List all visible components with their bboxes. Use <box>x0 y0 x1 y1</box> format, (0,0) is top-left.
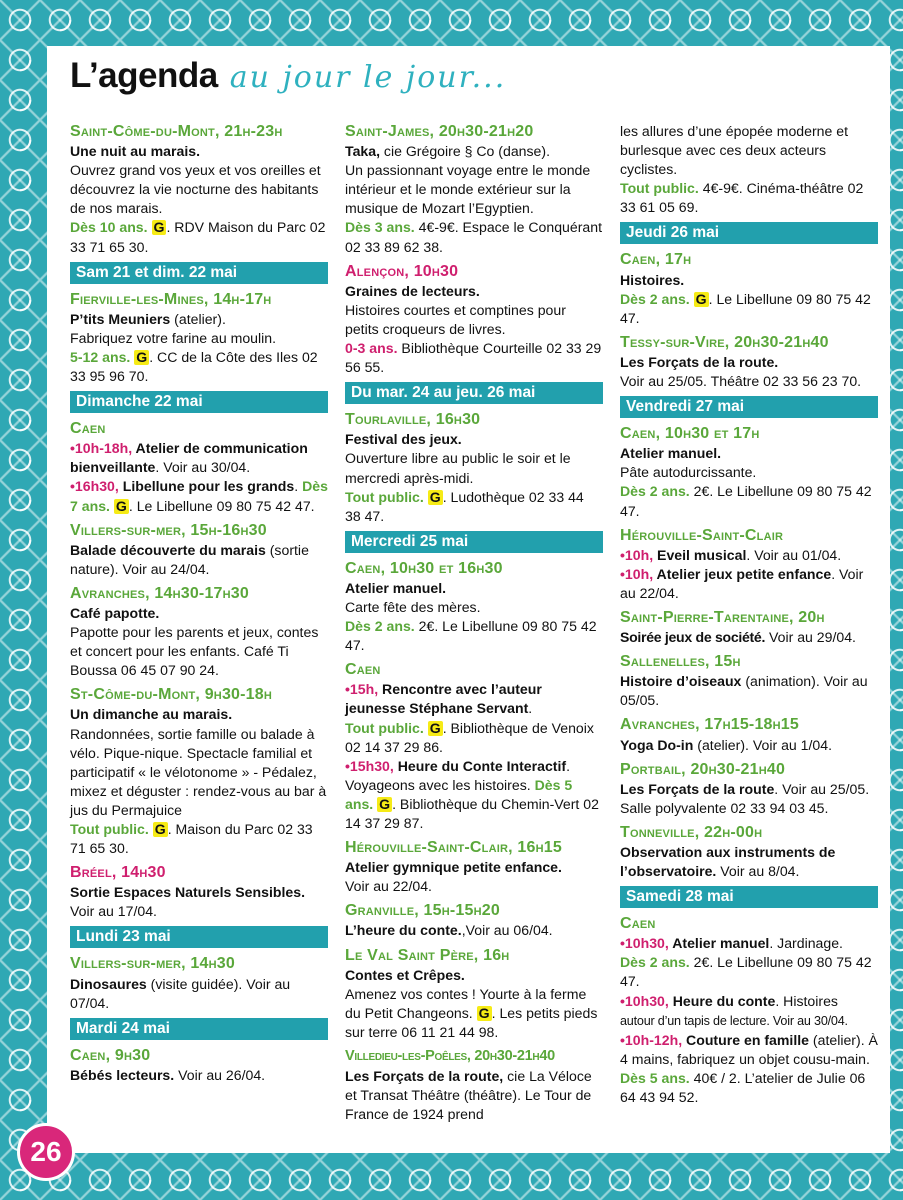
event-place: Bréel, 14h30 <box>70 864 166 882</box>
event-text: Observation aux instruments de l’observatoire. Voir au 8/04. <box>620 844 836 880</box>
event-description: Randonnées, sortie famille ou balade à vélo. Pique-nique. Spectacle familial et participatif « le vélotonome » - Pédalez, mixez et déguster : rendez-vous au bar à jus du Permajuice <box>70 725 327 818</box>
event-text: Les Forçats de la route. Voir au 25/05. Salle polyvalente 02 33 94 03 45. <box>620 780 870 816</box>
page-title <box>70 56 506 112</box>
event-entry <box>345 410 603 526</box>
event-item: •10h30, Atelier manuel. Jardinage. Dès 2 ans. 2€. Le Libellune 09 80 75 42 47. <box>620 935 872 990</box>
event-entry <box>70 419 328 515</box>
event-place: Fierville-les-Mines, 14h-17h <box>70 290 272 308</box>
event-info: 5-12 ans. G . CC de la Côte des Iles 02 33 95 96 70. <box>70 348 318 385</box>
event-item: •10h30, Heure du conte. Histoires autour d’un tapis de lecture. Voir au 30/04. <box>620 992 848 1028</box>
event-place: Villers-sur-mer, 15h-16h30 <box>70 521 267 539</box>
event-entry <box>620 424 878 520</box>
event-place: Tourlaville, 16h30 <box>345 411 481 429</box>
event-entry <box>70 1046 328 1085</box>
event-place: St-Côme-du-Mont, 9h30-18h <box>70 686 273 704</box>
title-main: L’agenda <box>70 56 218 95</box>
event-title: P’tits Meuniers (atelier). <box>70 310 226 327</box>
event-place: Saint-Côme-du-Mont, 21h-23h <box>70 123 283 140</box>
date-header: Mercredi 25 mai <box>345 531 603 553</box>
event-entry <box>70 685 328 858</box>
date-header: Dimanche 22 mai <box>70 391 328 413</box>
event-text: Bébés lecteurs. Voir au 26/04. <box>70 1066 266 1083</box>
date-header: Mardi 24 mai <box>70 1018 328 1040</box>
event-info: Voir au 25/05. Théâtre 02 33 56 23 70. <box>620 373 862 390</box>
free-badge: G <box>379 795 391 812</box>
event-info: Tout public. 4€-9€. Cinéma-théâtre 02 33 61 05 69. <box>620 180 864 216</box>
event-title: Histoires. <box>620 271 685 288</box>
event-place: Sallenelles, 15h <box>620 653 741 671</box>
column-3 <box>620 122 878 1112</box>
event-place: Caen <box>345 661 381 679</box>
event-entry <box>345 559 603 655</box>
event-title: Les Forçats de la route, cie La Véloce et Transat Théâtre (théâtre). Le Tour de France de 1924 prend <box>345 1068 592 1123</box>
event-place: Tonneville, 22h-00h <box>620 823 763 841</box>
event-place: Saint-James, 20h30-21h20 <box>345 123 534 140</box>
event-text: Yoga Do-in (atelier). Voir au 1/04. <box>620 736 833 753</box>
event-entry <box>620 608 878 647</box>
event-description: Ouvrez grand vos yeux et vos oreilles et découvrez la vie nocturne des habitants de nos marais. <box>70 162 321 217</box>
event-text: L’heure du conte.,Voir au 06/04. <box>345 922 553 939</box>
event-entry <box>620 333 878 391</box>
event-info: 0-3 ans. Bibliothèque Courteille 02 33 29 56 55. <box>345 340 602 376</box>
event-description: Un passionnant voyage entre le monde intérieur et le monde extérieur sur la musique de Mozart l’Egyptien. <box>345 162 591 217</box>
event-entry <box>345 122 603 257</box>
event-description: les allures d’une épopée moderne et burlesque avec ces deux acteurs cyclistes. <box>620 123 849 178</box>
event-info: Voir au 22/04. <box>345 878 432 895</box>
event-entry <box>620 250 878 327</box>
event-entry <box>620 914 878 1107</box>
event-info: Dès 10 ans. G . RDV Maison du Parc 02 33 71 65 30. <box>70 219 326 255</box>
event-place: Hérouville-Saint-Clair <box>620 526 784 544</box>
event-place: Granville, 15h-15h20 <box>345 902 500 920</box>
event-item: •10h-12h, Couture en famille (atelier). À 4 mains, fabriquez un objet cousu-main. Dès 5 ans. 40€ / 2. L’atelier de Julie 06 64 43 94 52. <box>620 1031 878 1106</box>
event-title: Atelier manuel. <box>345 579 447 596</box>
event-entry <box>620 760 878 818</box>
event-entry <box>345 946 603 1042</box>
column-1 <box>70 122 328 1090</box>
event-text: Dinosaures (visite guidée). Voir au 07/04. <box>70 975 291 1011</box>
event-place: Caen <box>620 915 656 933</box>
event-item: •10h-18h, Atelier de communication bienveillante. Voir au 30/04. <box>70 440 308 476</box>
event-place: Caen, 10h30 et 16h30 <box>345 559 503 577</box>
event-entry <box>70 122 328 257</box>
event-place: Alençon, 10h30 <box>345 262 459 280</box>
event-text: Soirée jeux de société. Voir au 29/04. <box>620 629 856 646</box>
event-description: Amenez vos contes ! Yourte à la ferme du Petit Changeons. G . Les petits pieds sur terre 06 11 21 44 98. <box>345 985 598 1040</box>
event-title: Atelier gymnique petite enfance. <box>345 859 562 876</box>
event-place: Saint-Pierre-Tarentaine, 20h <box>620 608 825 626</box>
date-header: Du mar. 24 au jeu. 26 mai <box>345 382 603 404</box>
event-title: Festival des jeux. <box>345 431 462 448</box>
event-place: Le Val Saint Père, 16h <box>345 946 510 964</box>
event-info: Dès 2 ans. 2€. Le Libellune 09 80 75 42 47. <box>620 483 872 519</box>
event-text: Balade découverte du marais (sortie nature). Voir au 24/04. <box>70 541 309 577</box>
event-description: Fabriquez votre farine au moulin. <box>70 329 277 346</box>
event-item: •10h, Atelier jeux petite enfance. Voir au 22/04. <box>620 565 864 601</box>
event-item: •16h30, Libellune pour les grands. Dès 7 ans. G . Le Libellune 09 80 75 42 47. <box>70 478 328 514</box>
page-number: 26 <box>17 1123 75 1181</box>
date-header: Lundi 23 mai <box>70 926 328 948</box>
date-header: Jeudi 26 mai <box>620 222 878 244</box>
event-description: Ouverture libre au public le soir et le mercredi après-midi. <box>345 450 571 486</box>
event-entry <box>345 901 603 940</box>
event-entry <box>620 652 878 710</box>
event-entry <box>620 526 878 603</box>
free-badge: G <box>429 488 441 505</box>
event-place: Caen, 9h30 <box>70 1046 151 1064</box>
free-badge: G <box>695 290 707 307</box>
date-header: Samedi 28 mai <box>620 886 878 908</box>
event-place: Villedieu-les-Poêles, 20h30-21h40 <box>345 1048 555 1065</box>
event-entry <box>70 584 328 680</box>
event-title: Café papotte. <box>70 604 160 621</box>
event-item: •10h, Eveil musical. Voir au 01/04. <box>620 546 842 563</box>
event-title: Graines de lecteurs. <box>345 282 480 299</box>
event-title: Une nuit au marais. <box>70 143 201 160</box>
event-text: Histoire d’oiseaux (animation). Voir au 05/05. <box>620 673 868 709</box>
event-item: •15h30, Heure du Conte Interactif. Voyageons avec les histoires. Dès 5 ans. G . Bibliothèque du Chemin-Vert 02 14 37 29 87. <box>345 757 599 831</box>
free-badge: G <box>429 719 441 736</box>
event-place: Avranches, 17h15-18h15 <box>620 716 799 734</box>
event-entry <box>70 290 328 386</box>
event-entry <box>345 660 603 833</box>
event-place: Avranches, 14h30-17h30 <box>70 584 249 602</box>
event-info: Dès 2 ans. 2€. Le Libellune 09 80 75 42 47. <box>345 618 597 654</box>
event-entry <box>345 1047 603 1124</box>
event-entry <box>345 262 603 378</box>
free-badge: G <box>136 348 148 365</box>
free-badge: G <box>154 821 166 837</box>
free-badge: G <box>153 219 165 236</box>
event-info: Tout public. G . Ludothèque 02 33 44 38 47. <box>345 488 584 524</box>
event-info: Dès 3 ans. 4€-9€. Espace le Conquérant 02 33 89 62 38. <box>345 219 602 255</box>
event-place: Portbail, 20h30-21h40 <box>620 760 786 778</box>
event-entry <box>345 838 603 896</box>
event-entry-continued <box>620 122 878 217</box>
event-entry <box>620 823 878 881</box>
free-badge: G <box>478 1004 490 1021</box>
event-description: Papotte pour les parents et jeux, contes et concert pour les enfants. Café Ti Boussa 06 45 07 90 24. <box>70 624 319 679</box>
event-place: Hérouville-Saint-Clair, 16h15 <box>345 839 562 857</box>
title-script: au jour le jour... <box>229 60 507 95</box>
event-info: Tout public. G . Maison du Parc 02 33 71 65 30. <box>70 821 313 857</box>
event-place: Caen, 17h <box>620 251 692 269</box>
free-badge: G <box>115 497 127 514</box>
event-entry <box>70 954 328 1012</box>
event-entry <box>70 521 328 579</box>
column-2 <box>345 122 603 1129</box>
event-item: •15h, Rencontre avec l’auteur jeunesse Stéphane Servant. Tout public. G . Bibliothèque de Venoix 02 14 37 29 86. <box>345 681 594 755</box>
event-description: Histoires courtes et comptines pour petits croqueurs de livres. <box>345 301 566 337</box>
event-place: Caen <box>70 420 106 438</box>
event-description: Pâte autodurcissante. <box>620 464 757 481</box>
event-description: Carte fête des mères. <box>345 598 481 615</box>
event-title: Taka, cie Grégoire § Co (danse). <box>345 143 550 160</box>
event-place: Villers-sur-mer, 14h30 <box>70 955 235 973</box>
event-entry <box>620 715 878 754</box>
event-title: Un dimanche au marais. <box>70 706 233 723</box>
event-text: Sortie Espaces Naturels Sensibles. Voir au 17/04. <box>70 884 306 920</box>
event-place: Caen, 10h30 et 17h <box>620 425 760 443</box>
event-title: Les Forçats de la route. <box>620 353 779 370</box>
date-header: Sam 21 et dim. 22 mai <box>70 262 328 284</box>
event-info: Dès 2 ans. G . Le Libellune 09 80 75 42 47. <box>620 290 871 326</box>
date-header: Vendredi 27 mai <box>620 396 878 418</box>
event-entry <box>70 863 328 921</box>
event-place: Tessy-sur-Vire, 20h30-21h40 <box>620 333 829 351</box>
event-title: Atelier manuel. <box>620 445 722 462</box>
event-title: Contes et Crêpes. <box>345 966 465 983</box>
